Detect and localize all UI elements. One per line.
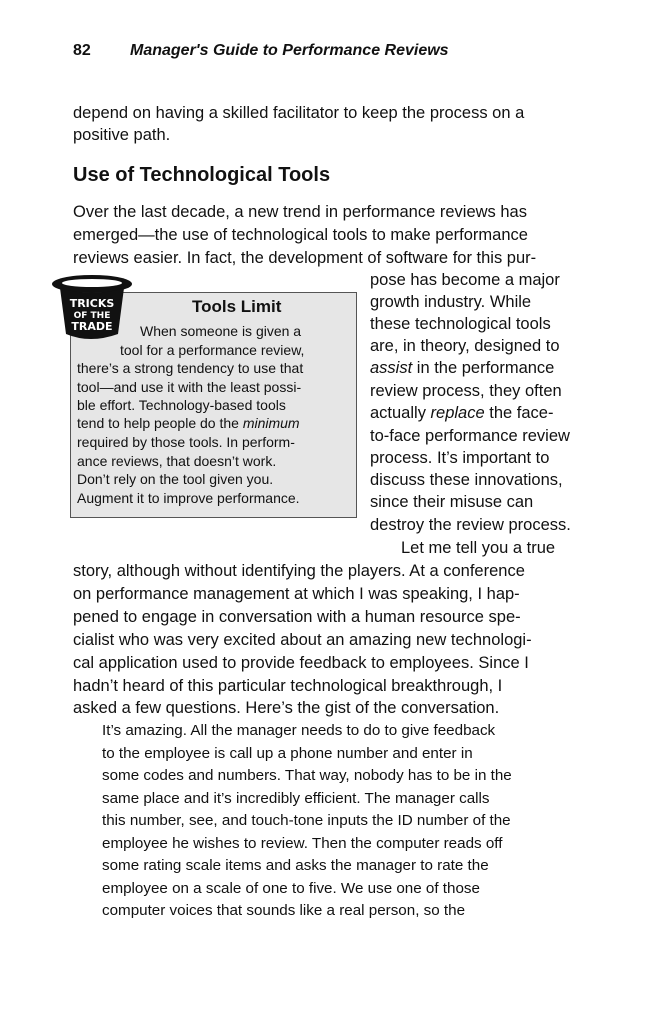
text-span: the face-: [484, 404, 554, 422]
sidebar-title: Tools Limit: [192, 297, 282, 316]
svg-text:OF THE: OF THE: [73, 311, 111, 321]
body-text-line: [370, 357, 554, 379]
body-text-line: these technological tools: [370, 315, 551, 333]
svg-text:TRADE: TRADE: [71, 320, 113, 333]
sidebar-text-line: ble effort. Technology-based tools: [77, 396, 286, 413]
page-number: 82: [73, 42, 91, 59]
sidebar-text-line: Augment it to improve performance.: [77, 489, 300, 506]
body-text-line: since their misuse can: [370, 493, 534, 511]
body-text-line: destroy the review process.: [370, 516, 571, 534]
section-heading: Use of Technological Tools: [73, 164, 331, 186]
text-span: actually: [370, 404, 431, 422]
quote-text-line: It’s amazing. All the manager needs to do to give feedback: [102, 722, 496, 739]
sidebar-text-line: When someone is given a: [140, 322, 302, 339]
body-text-line: to-face performance review: [370, 427, 570, 445]
sidebar-text-line: Don’t rely on the tool given you.: [77, 470, 274, 487]
quote-text-line: some rating scale items and asks the manager to rate the: [102, 857, 489, 874]
sidebar-text-line: there’s a strong tendency to use that: [77, 359, 304, 376]
body-text-line: story, although without identifying the players. At a conference: [73, 562, 525, 580]
quote-text-line: same place and it’s incredibly efficient. The manager calls: [102, 789, 490, 807]
sidebar-text-line: [77, 414, 300, 433]
body-text-line: pose has become a major: [370, 271, 560, 289]
quote-text-line: to the employee is call up a phone number and enter in: [102, 744, 473, 762]
italic-text: replace: [430, 404, 485, 422]
italic-text: assist: [370, 359, 413, 377]
body-text-line: on performance management at which I was speaking, I hap-: [73, 585, 520, 603]
body-text-line: hadn’t heard of this particular technological breakthrough, I: [73, 677, 503, 695]
sidebar-text-line: ance reviews, that doesn’t work.: [77, 452, 277, 469]
body-text-line: reviews easier. In fact, the development of software for this pur-: [73, 249, 537, 267]
quote-text-line: employee he wishes to review. Then the computer reads off: [102, 834, 503, 852]
body-text-line: discuss these innovations,: [370, 471, 563, 489]
italic-text: minimum: [242, 414, 300, 431]
body-text-line: review process, they often: [370, 382, 562, 400]
body-text-line: [370, 402, 553, 424]
running-header-title: Manager's Guide to Performance Reviews: [130, 42, 449, 59]
svg-text:TRICKS: TRICKS: [69, 297, 115, 310]
sidebar-text-line: tool—and use it with the least possi-: [77, 378, 302, 395]
quote-text-line: some codes and numbers. That way, nobody has to be in the: [102, 767, 512, 784]
body-text-line: are, in theory, designed to: [370, 337, 560, 355]
quote-text-line: computer voices that sounds like a real person, so the: [102, 902, 466, 919]
body-text-line: process. It’s important to: [370, 449, 550, 467]
tricks-of-the-trade-hat-icon: [50, 272, 134, 344]
body-text-line: emerged—the use of technological tools to make performance: [73, 226, 528, 244]
body-text-line: pened to engage in conversation with a human resource spe-: [73, 608, 521, 626]
body-text-line: Over the last decade, a new trend in performance reviews has: [73, 203, 527, 221]
quote-text-line: this number, see, and touch-tone inputs the ID number of the: [102, 812, 511, 829]
body-text-line: cialist who was very excited about an amazing new technologi-: [73, 631, 532, 649]
body-text-line: depend on having a skilled facilitator to keep the process on a: [73, 104, 525, 122]
text-span: in the performance: [412, 359, 555, 377]
sidebar-text-line: tool for a performance review,: [120, 341, 305, 358]
body-text-line: positive path.: [73, 126, 171, 144]
quote-text-line: employee on a scale of one to five. We use one of those: [102, 879, 480, 897]
sidebar-text-line: required by those tools. In perform-: [77, 433, 295, 450]
body-text-line: cal application used to provide feedback to employees. Since I: [73, 654, 529, 672]
body-text-line: Let me tell you a true: [401, 539, 556, 557]
body-text-line: asked a few questions. Here’s the gist of the conversation.: [73, 699, 500, 717]
body-text-line: growth industry. While: [370, 293, 532, 311]
text-span: tend to help people do the: [77, 414, 243, 431]
